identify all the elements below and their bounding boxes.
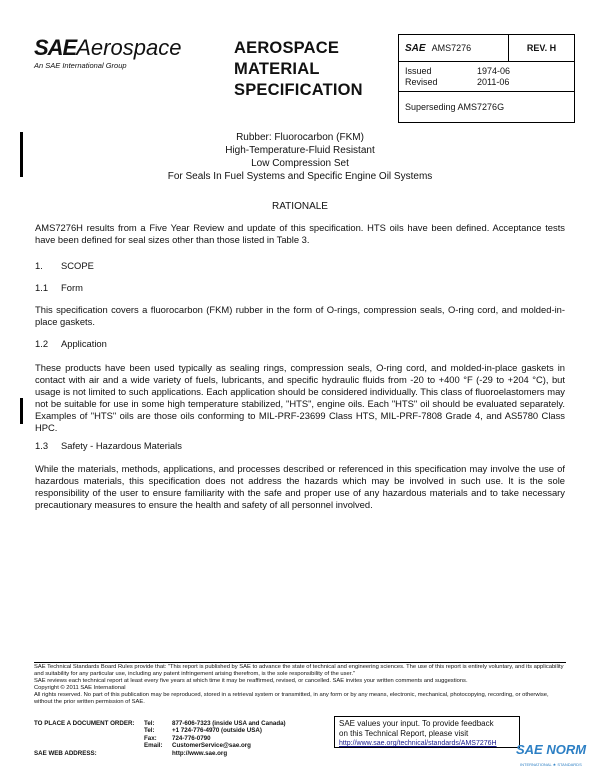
footer-rights-text: All rights reserved. No part of this publication may be reproduced, stored in a retrieval system or transmitted, in any form or by any means, electronic, mechanical, photocopying, recording, or otherwise, without the prior written permission of SAE. bbox=[34, 692, 549, 705]
footer-legal bbox=[34, 664, 566, 706]
subject-line: Low Compression Set bbox=[251, 158, 349, 169]
section-number: 1. bbox=[35, 260, 43, 271]
section-heading-form bbox=[35, 282, 83, 293]
watermark-logo: SAE NORM bbox=[516, 742, 587, 757]
feedback-text: SAE values your input. To provide feedback bbox=[339, 719, 494, 728]
issued-label: Issued bbox=[405, 66, 432, 76]
feedback-box bbox=[334, 716, 520, 748]
document-header bbox=[34, 34, 573, 124]
sae-mark: SAE bbox=[405, 42, 426, 54]
title-line: SPECIFICATION bbox=[234, 81, 363, 99]
footer-review-text: SAE reviews each technical report at least every five years at which time it may be reaffirmed, revised, or cancelled. SAE invites your written comments and suggestions. bbox=[34, 678, 468, 684]
section-heading-scope bbox=[35, 260, 94, 271]
revision-label: REV. H bbox=[526, 43, 557, 53]
tel-label: Tel: bbox=[144, 727, 155, 735]
sae-aerospace-logo bbox=[34, 36, 222, 70]
title-line: MATERIAL bbox=[234, 60, 320, 78]
logo-sae-text: SAE bbox=[34, 35, 77, 60]
document-number: AMS7276 bbox=[431, 43, 472, 53]
footer-copyright: Copyright © 2011 SAE International bbox=[34, 685, 126, 691]
fax-number: 724-776-0790 bbox=[172, 734, 211, 742]
rationale-heading: RATIONALE bbox=[272, 201, 328, 212]
footer-rules-text: SAE Technical Standards Board Rules provide that: "This report is published by SAE to advance the state of technical and engineering sciences. The use of this report is entirely voluntary, and its applicability and suitability for any particular use, including any patent infringement arising therefrom, is the sole responsibility of the user." bbox=[34, 664, 564, 677]
section-text-application: These products have been used typically as sealing rings, compression seals, O-ring cord, and molded-in-place gaskets in contact with air and a wide variety of fuels, lubricants, and specific hydraulic fluids from -20 to +400 °F (-29 to +204 °C), but usage is not limited to such applications. Each application should be considered individually. This class of fluoroelastomers may not be suitable for use in some high temperature stabilized, "HTS", engine oils. Each "HTS" oil should be evaluated separately. Examples of "HTS" oils are those oils conforming to MIL-PRF-23699 Class HTS, MIL-PRF-7808 Grade 4, and AS5780 Class HPC. bbox=[35, 362, 565, 433]
section-title: Form bbox=[61, 282, 83, 293]
fax-label: Fax: bbox=[144, 734, 157, 742]
web-link[interactable]: http://www.sae.org bbox=[172, 749, 228, 757]
title-line: AEROSPACE bbox=[234, 39, 340, 57]
subject-line: High-Temperature-Fluid Resistant bbox=[225, 145, 375, 156]
feedback-link[interactable]: http://www.sae.org/technical/standards/AMS7276H bbox=[339, 740, 497, 747]
email-label: Email: bbox=[144, 742, 163, 750]
change-bar bbox=[20, 398, 23, 424]
section-number: 1.2 bbox=[35, 338, 49, 349]
footer-divider bbox=[34, 662, 566, 663]
document-subject bbox=[0, 131, 600, 183]
section-title: Safety - Hazardous Materials bbox=[61, 440, 182, 451]
section-title: SCOPE bbox=[61, 260, 94, 271]
document-type-title bbox=[234, 38, 363, 101]
superseding-text: Superseding AMS7276G bbox=[405, 102, 505, 112]
order-contact-block bbox=[34, 720, 286, 757]
subject-line: Rubber: Fluorocarbon (FKM) bbox=[236, 132, 364, 143]
subject-line: For Seals In Fuel Systems and Specific Engine Oil Systems bbox=[167, 171, 433, 182]
document-info-box bbox=[398, 34, 575, 123]
order-label: TO PLACE A DOCUMENT ORDER: bbox=[34, 720, 135, 727]
revised-label: Revised bbox=[405, 77, 438, 87]
rationale-text: AMS7276H results from a Five Year Review and update of this specification. HTS oils have been defined. Acceptance tests have been defined for seal sizes other than those listed in Table 3. bbox=[35, 222, 565, 245]
tel-label: Tel: bbox=[144, 720, 155, 727]
tel-inside: 877-606-7323 (inside USA and Canada) bbox=[172, 720, 286, 727]
section-text-form: This specification covers a fluorocarbon (FKM) rubber in the form of O-rings, compression seals, O-ring cord, and molded-in-place gaskets. bbox=[35, 304, 565, 327]
watermark-subtitle: INTERNATIONAL ★ STANDARDS bbox=[520, 762, 582, 767]
section-text-safety: While the materials, methods, applications, and processes described or referenced in this specification may involve the use of hazardous materials, this specification does not address the hazards which may be involved in such use. It is the sole responsibility of the user to ensure familiarity with the safe and proper use of any hazardous materials and to take necessary precautionary measures to ensure the health and safety of all personnel involved. bbox=[35, 463, 565, 510]
revised-date: 2011-06 bbox=[477, 77, 510, 87]
section-heading-safety bbox=[35, 440, 182, 451]
section-title: Application bbox=[61, 338, 107, 349]
web-label: SAE WEB ADDRESS: bbox=[34, 749, 97, 757]
issued-date: 1974-06 bbox=[477, 66, 511, 76]
section-heading-application bbox=[35, 338, 107, 349]
logo-aerospace-text: Aerospace bbox=[76, 35, 182, 60]
feedback-text: on this Technical Report, please visit bbox=[339, 728, 469, 738]
email-link[interactable]: CustomerService@sae.org bbox=[172, 742, 251, 750]
tel-outside: +1 724-776-4970 (outside USA) bbox=[172, 727, 262, 735]
section-number: 1.3 bbox=[35, 440, 49, 451]
logo-subtitle: An SAE International Group bbox=[34, 61, 127, 70]
section-number: 1.1 bbox=[35, 282, 49, 293]
